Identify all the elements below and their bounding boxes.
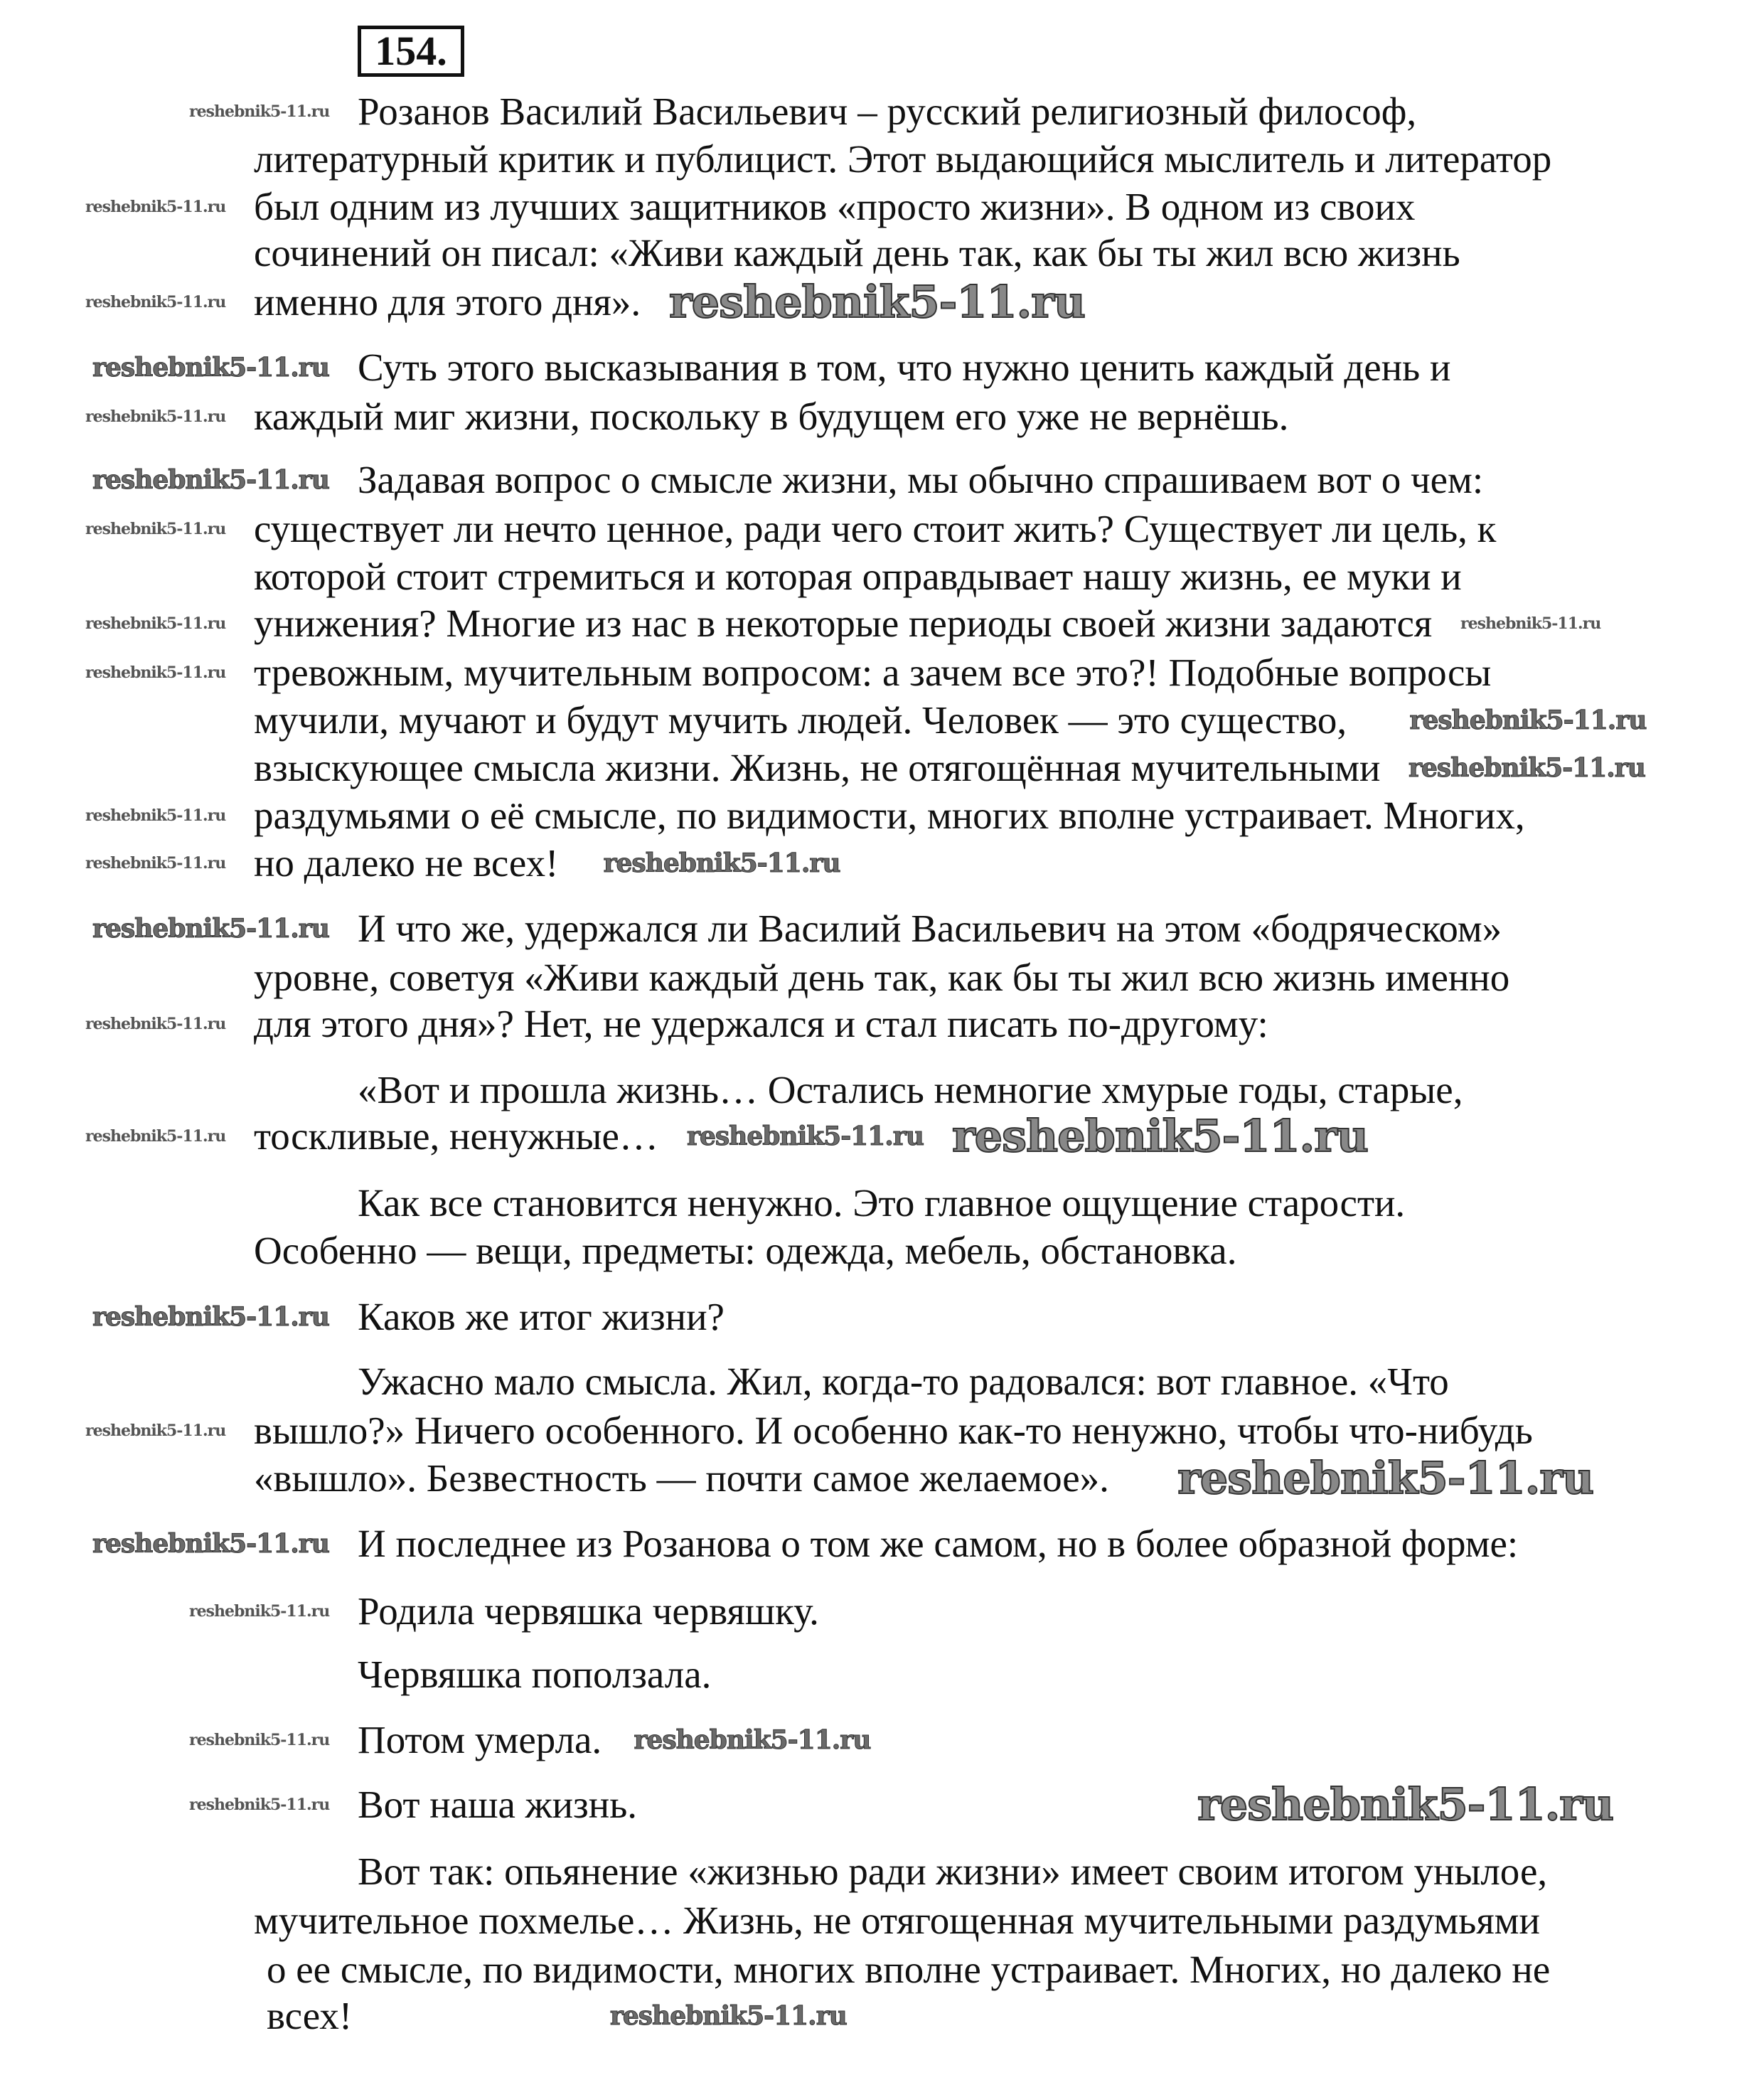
text-line: унижения? Многие из нас в некоторые периоды своей жизни задаются (254, 601, 1433, 645)
watermark: reshebnik5-11.ru (85, 407, 226, 426)
watermark: reshebnik5-11.ru (85, 806, 226, 825)
watermark: reshebnik5-11.ru (952, 1110, 1368, 1163)
watermark: reshebnik5-11.ru (1177, 1452, 1594, 1505)
text-line: Ужасно мало смысла. Жил, когда-то радовался: вот главное. «Что (358, 1360, 1449, 1404)
watermark: reshebnik5-11.ru (669, 276, 1085, 329)
text-line: мучительное похмелье… Жизнь, не отягощенная мучительными раздумьями (254, 1898, 1540, 1942)
text-line: мучили, мучают и будут мучить людей. Человек — это существо, (254, 698, 1347, 742)
text-line: Особенно — вещи, предметы: одежда, мебель, обстановка. (254, 1228, 1237, 1272)
text-line: «вышло». Безвестность — почти самое желаемое». (254, 1456, 1109, 1500)
text-line: уровне, советуя «Живи каждый день так, как бы ты жил всю жизнь именно (254, 955, 1510, 999)
watermark: reshebnik5-11.ru (189, 1730, 330, 1749)
text-line: о ее смысле, по видимости, многих вполне устраивает. Многих, но далеко не (267, 1947, 1551, 1991)
text-line: раздумьями о её смысле, по видимости, многих вполне устраивает. Многих, (254, 793, 1525, 837)
watermark: reshebnik5-11.ru (85, 854, 226, 873)
text-line: Червяшка поползала. (358, 1653, 712, 1697)
text-line: существует ли нечто ценное, ради чего стоит жить? Существует ли цель, к (254, 507, 1497, 551)
watermark: reshebnik5-11.ru (85, 197, 226, 216)
watermark: reshebnik5-11.ru (1409, 705, 1647, 735)
watermark: reshebnik5-11.ru (1408, 752, 1645, 783)
text-line: «Вот и прошла жизнь… Остались немногие хмурые годы, старые, (358, 1068, 1463, 1112)
watermark: reshebnik5-11.ru (603, 848, 840, 879)
text-line: Задавая вопрос о смысле жизни, мы обычно спрашиваем вот о чем: (358, 458, 1484, 502)
watermark: reshebnik5-11.ru (189, 102, 330, 121)
text-line: которой стоит стремиться и которая оправдывает нашу жизнь, ее муки и (254, 555, 1462, 599)
text-line: Суть этого высказывания в том, что нужно ценить каждый день и (358, 345, 1451, 389)
watermark: reshebnik5-11.ru (85, 1014, 226, 1033)
text-line: но далеко не всех! (254, 841, 559, 885)
text-line: Каков же итог жизни? (358, 1294, 725, 1338)
text-line: был одним из лучших защитников «просто жизни». В одном из своих (254, 184, 1416, 228)
watermark: reshebnik5-11.ru (85, 1127, 226, 1146)
watermark: reshebnik5-11.ru (92, 1528, 329, 1559)
watermark: reshebnik5-11.ru (609, 2000, 847, 2031)
text-line: Как все становится ненужно. Это главное ощущение старости. (358, 1180, 1406, 1225)
watermark: reshebnik5-11.ru (189, 1601, 330, 1621)
text-line: Розанов Василий Васильевич – русский религиозный философ, (358, 89, 1417, 133)
text-line: И что же, удержался ли Василий Васильевич на этом «бодряческом» (358, 906, 1502, 950)
watermark: reshebnik5-11.ru (85, 293, 226, 312)
text-line: Вот наша жизнь. (358, 1783, 638, 1827)
text-line: Родила червяшка червяшку. (358, 1589, 819, 1633)
text-line: Вот так: опьянение «жизнью ради жизни» имеет своим итогом унылое, (358, 1849, 1548, 1893)
text-line: каждый миг жизни, поскольку в будущем его уже не вернёшь. (254, 394, 1289, 438)
text-line: Потом умерла. (358, 1717, 602, 1761)
text-line: тревожным, мучительным вопросом: а зачем все это?! Подобные вопросы (254, 650, 1492, 694)
watermark: reshebnik5-11.ru (189, 1796, 330, 1815)
watermark: reshebnik5-11.ru (85, 520, 226, 539)
watermark: reshebnik5-11.ru (634, 1724, 871, 1755)
text-line: всех! (267, 1993, 353, 2037)
watermark: reshebnik5-11.ru (92, 913, 329, 944)
text-line: именно для этого дня». (254, 280, 641, 324)
watermark: reshebnik5-11.ru (85, 663, 226, 682)
watermark: reshebnik5-11.ru (85, 1421, 226, 1441)
text-line: тоскливые, ненужные… (254, 1114, 658, 1158)
exercise-number: 154. (358, 26, 464, 77)
text-line: сочинений он писал: «Живи каждый день так, как бы ты жил всю жизнь (254, 231, 1460, 275)
text-line: И последнее из Розанова о том же самом, но в более образной форме: (358, 1521, 1519, 1565)
watermark: reshebnik5-11.ru (687, 1121, 924, 1152)
text-line: вышло?» Ничего особенного. И особенно как-то ненужно, чтобы что-нибудь (254, 1409, 1533, 1453)
text-line: взыскующее смысла жизни. Жизнь, не отягощённая мучительными (254, 745, 1381, 789)
watermark: reshebnik5-11.ru (92, 465, 329, 496)
watermark: reshebnik5-11.ru (1197, 1778, 1614, 1831)
text-line: для этого дня»? Нет, не удержался и стал писать по-другому: (254, 1001, 1268, 1045)
text-line: литературный критик и публицист. Этот выдающийся мыслитель и литератор (254, 137, 1552, 181)
watermark: reshebnik5-11.ru (1460, 614, 1601, 633)
watermark: reshebnik5-11.ru (92, 1301, 329, 1332)
watermark: reshebnik5-11.ru (92, 352, 329, 383)
watermark: reshebnik5-11.ru (85, 614, 226, 633)
